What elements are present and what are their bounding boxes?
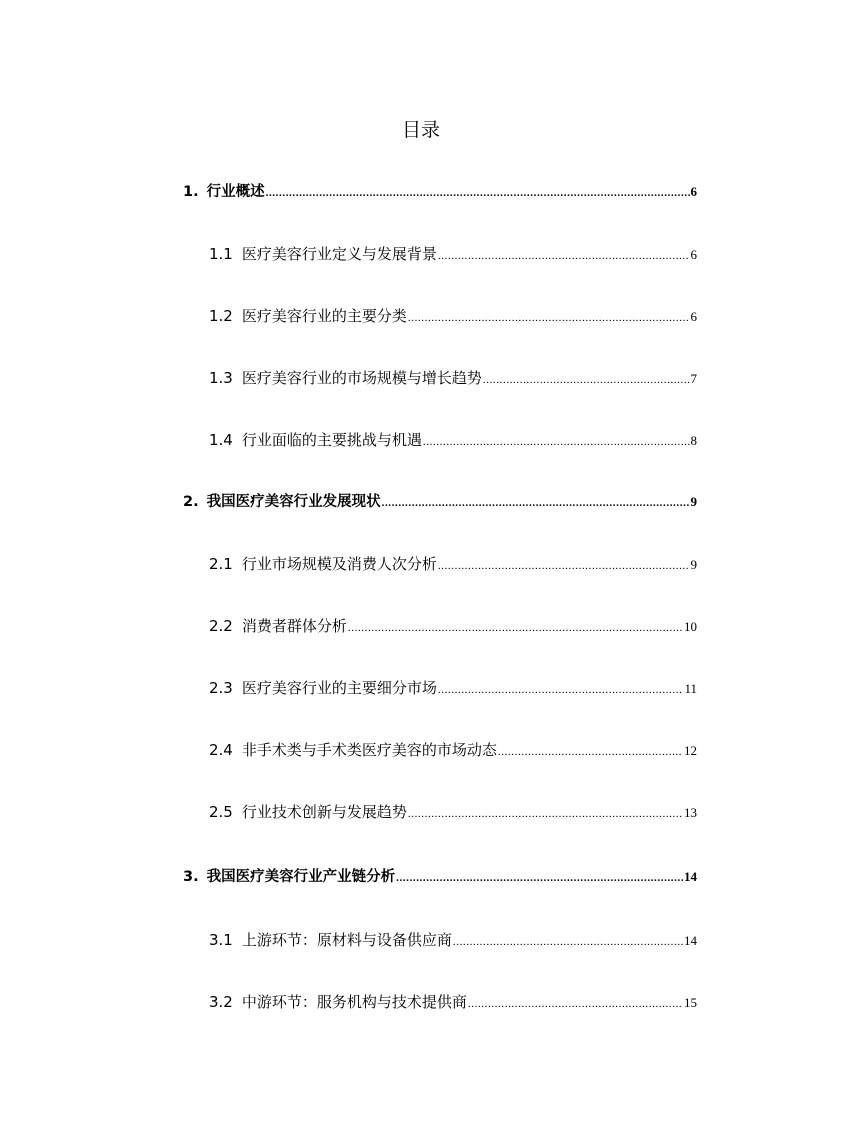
toc-leader-dots [483, 370, 690, 390]
toc-entry-1-1[interactable] [209, 244, 697, 264]
toc-entry-page: 7 [690, 371, 697, 386]
toc-entry-number: 1.1 [209, 245, 233, 263]
toc-entry-title: 行业概述 [206, 184, 265, 200]
toc-entry-number: 1.3 [209, 369, 233, 387]
toc-entry-number: 1.4 [209, 431, 233, 449]
toc-leader-dots [438, 246, 690, 266]
toc-entry-3[interactable] [183, 867, 697, 887]
toc-entry-page: 10 [684, 619, 697, 634]
toc-entry-title: 我国医疗美容行业发展现状 [206, 494, 381, 510]
toc-entry-page: 12 [684, 743, 697, 758]
toc-entry-title: 行业技术创新与发展趋势 [241, 803, 407, 821]
toc-entry-2-5[interactable] [209, 802, 697, 822]
toc-entry-number: 2. [183, 494, 199, 510]
toc-entry-1[interactable] [183, 182, 697, 202]
toc-entry-number: 2.2 [209, 617, 233, 635]
toc-leader-dots [438, 680, 684, 700]
toc-entry-1-2[interactable] [209, 306, 697, 326]
toc-entry-title: 行业市场规模及消费人次分析 [241, 555, 437, 573]
toc-entry-1-4[interactable] [209, 430, 697, 450]
toc-leader-dots [408, 804, 683, 824]
toc-entry-number: 3.1 [209, 931, 233, 949]
toc-entry-title: 医疗美容行业定义与发展背景 [241, 245, 437, 263]
toc-entry-2-3[interactable] [209, 678, 697, 698]
toc-entry-3-1[interactable] [209, 930, 697, 950]
toc-entry-1-3[interactable] [209, 368, 697, 388]
toc-entry-title: 医疗美容行业的主要细分市场 [241, 679, 437, 697]
toc-entry-page: 6 [690, 309, 697, 324]
toc-leader-dots [453, 932, 683, 952]
toc-leader-dots [423, 432, 690, 452]
toc-entry-title: 消费者群体分析 [241, 617, 347, 635]
toc-entry-title: 医疗美容行业的主要分类 [241, 307, 407, 325]
toc-leader-dots [468, 994, 683, 1014]
toc-entry-title: 医疗美容行业的市场规模与增长趋势 [241, 369, 482, 387]
toc-entry-number: 1. [183, 184, 199, 200]
toc-entry-number: 3.2 [209, 993, 233, 1011]
toc-entry-page: 6 [690, 247, 697, 262]
toc-entry-number: 1.2 [209, 307, 233, 325]
toc-entry-page: 9 [690, 557, 697, 572]
toc-entry-2-2[interactable] [209, 616, 697, 636]
toc-entry-page: 14 [684, 933, 697, 948]
toc-entry-number: 2.4 [209, 741, 233, 759]
toc-entry-2-1[interactable] [209, 554, 697, 574]
toc-title: 目录 [401, 119, 440, 141]
toc-leader-dots [348, 618, 683, 638]
toc-entry-page: 8 [690, 433, 697, 448]
toc-leader-dots [382, 493, 690, 513]
toc-leader-dots [266, 183, 690, 203]
toc-entry-page: 9 [690, 494, 697, 509]
toc-entry-title: 我国医疗美容行业产业链分析 [206, 869, 396, 885]
toc-entry-page: 11 [684, 681, 697, 696]
toc-entry-page: 13 [684, 805, 697, 820]
toc-entry-2[interactable] [183, 492, 697, 512]
toc-entry-page: 6 [690, 184, 697, 199]
toc-entry-title: 非手术类与手术类医疗美容的市场动态 [241, 741, 497, 759]
toc-entry-2-4[interactable] [209, 740, 697, 760]
toc-leader-dots [396, 868, 683, 888]
toc-entry-number: 3. [183, 869, 199, 885]
toc-entry-title: 上游环节：原材料与设备供应商 [241, 931, 452, 949]
toc-entry-number: 2.5 [209, 803, 233, 821]
toc-entry-page: 14 [684, 869, 697, 884]
toc-entry-page: 15 [684, 995, 697, 1010]
toc-entry-3-2[interactable] [209, 992, 697, 1012]
toc-entry-title: 中游环节：服务机构与技术提供商 [241, 993, 467, 1011]
toc-entry-title: 行业面临的主要挑战与机遇 [241, 431, 422, 449]
toc-leader-dots [408, 308, 690, 328]
toc-entry-number: 2.1 [209, 555, 233, 573]
toc-leader-dots [498, 742, 683, 762]
toc-leader-dots [438, 556, 690, 576]
toc-entry-number: 2.3 [209, 679, 233, 697]
